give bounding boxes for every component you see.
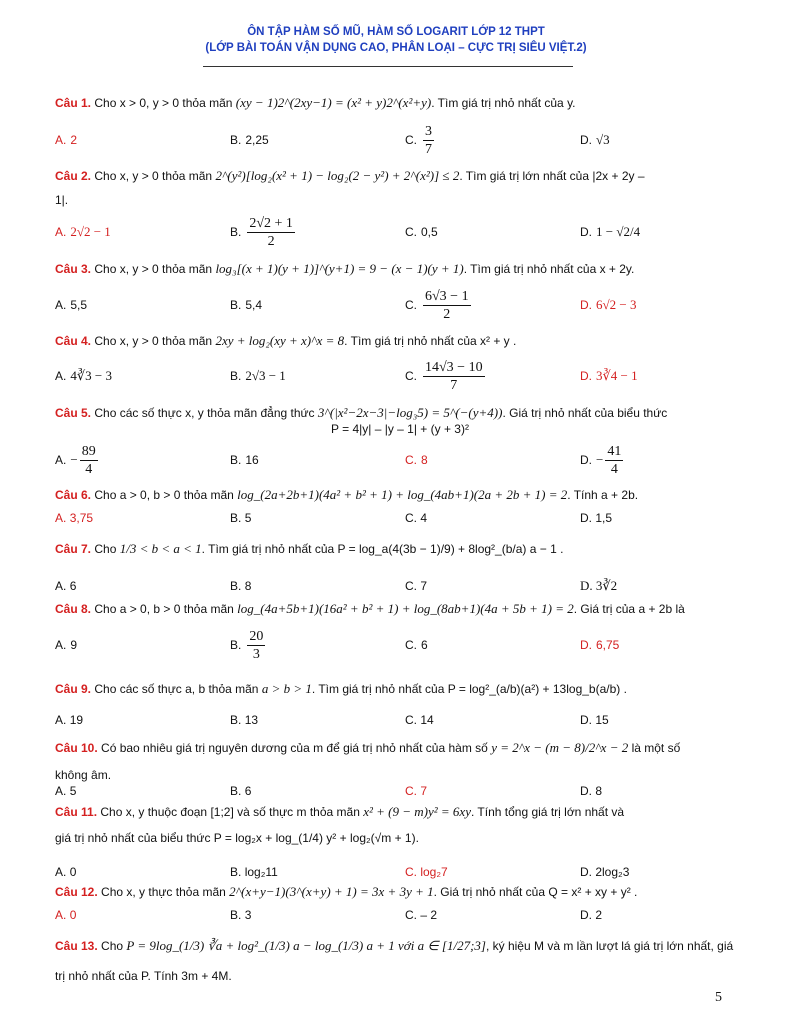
option-b: B. 3 [230,908,252,922]
option-b: B. 2,25 [230,133,269,147]
option-b: B. 13 [230,713,259,727]
question-6: Câu 6. Cho a > 0, b > 0 thỏa mãn log_(2a+2b+1)(4a² + b² + 1) + log_(4ab+1)(2a + 2b + 1) = 2. Tính a + 2b. [55,487,639,502]
option-c: C. 14 [405,713,434,727]
question-5-options [55,440,745,480]
question-9: Câu 9. Cho các số thực a, b thỏa mãn a > b > 1. Tìm giá trị nhỏ nhất của P = log²_(a/b)(a²) + 13log_b(a/b) . [55,681,627,696]
option-d: D. 6√2 − 3 [580,297,637,312]
option-c: C. $\frac{3}{7}$ [405,123,432,157]
question-10-cont: không âm. [55,768,112,782]
option-c: C. $\frac{6√3 - 1}{2}$ [405,288,469,322]
option-a: A. 4∛3 − 3 [55,368,112,383]
question-7: Câu 7. Cho 1/3 < b < a < 1. Tìm giá trị nhỏ nhất của P = log_a(4(3b − 1)/9) + 8log²_(b/a) a − 1 . [55,541,564,556]
option-a: A. 0 [55,865,77,879]
question-13: Câu 13. Cho P = 9log_(1/3) ∛a + log²_(1/3) a − log_(1/3) a + 1 với a ∈ [1/27;3], ký hiệu M và m lần lượt lá giá trị lớn nhất, giá [55,938,734,953]
question-5-cont: P = 4|y| – |y – 1| + (y + 3)² [331,422,469,436]
option-b: B. 2√3 − 1 [230,368,286,383]
option-b: B. 8 [230,579,252,593]
page-subtitle: (LỚP BÀI TOÁN VẬN DỤNG CAO, PHÂN LOẠI – CỰC TRỊ SIÊU VIỆT.2) [205,42,587,54]
option-d: D. 3∛4 − 1 [580,368,638,383]
option-a: A. 6 [55,579,77,593]
option-b: B. 16 [230,453,259,467]
question-8: Câu 8. Cho a > 0, b > 0 thỏa mãn log_(4a+5b+1)(16a² + b² + 1) + log_(8ab+1)(4a + 5b + 1) = 2. Giá trị của a + 2b là [55,601,685,616]
option-a: A. 3,75 [55,511,94,525]
option-d: D. 1 − √2/4 [580,224,641,239]
option-b: B. 6 [230,784,252,798]
question-4: Câu 4. Cho x, y > 0 thỏa mãn 2xy + log₂(xy + x)^x = 8. Tìm giá trị nhỏ nhất của x² + y . [55,333,517,348]
question-11: Câu 11. Cho x, y thuộc đoạn [1;2] và số thực m thỏa mãn x² + (9 − m)y² = 6xy. Tính tổng giá trị lớn nhất và [55,804,625,819]
option-c: C. 7 [405,579,428,593]
option-a: A. 5,5 [55,298,88,312]
option-a: A. − $\frac{89}{4}$ [55,443,96,477]
option-c: C. 8 [405,453,428,467]
option-d: D. 2log₂3 [580,865,630,879]
option-a: A. 9 [55,638,78,652]
option-b: B. 5 [230,511,252,525]
option-c: C. log₂7 [405,865,448,879]
question-1-options [55,120,745,160]
option-a: A. 2√2 − 1 [55,224,111,239]
question-2-options [55,212,745,252]
option-c: C. – 2 [405,908,438,922]
option-d: D. 15 [580,713,609,727]
option-a: A. 0 [55,908,77,922]
option-c: C. 6 [405,638,428,652]
question-2-cont: 1|. [55,193,69,207]
option-d: D. √3 [580,132,610,147]
option-d: D. 3∛2 [580,578,618,593]
option-a: A. 19 [55,713,84,727]
option-b: B. $\frac{20}{3}$ [230,628,264,662]
option-a: A. 5 [55,784,77,798]
question-13-cont: trị nhỏ nhất của P. Tính 3m + 4M. [55,969,232,983]
option-b: B. 5,4 [230,298,263,312]
option-d: D. 2 [580,908,603,922]
question-11-cont: giá trị nhỏ nhất của biểu thức P = log₂x + log_(1/4) y² + log₂(√m + 1). [55,831,419,845]
question-3-options [55,285,745,325]
question-2: Câu 2. Cho x, y > 0 thỏa mãn 2^(y²)[log₂(x² + 1) − log₂(2 − y²) + 2^(x²)] ≤ 2. Tìm giá trị lớn nhất của |2x + 2y – [55,168,645,183]
option-d: D. 6,75 [580,638,620,652]
option-a: A. 2 [55,133,78,147]
option-b: B. log₂11 [230,865,278,879]
question-10: Câu 10. Có bao nhiêu giá trị nguyên dương của m để giá trị nhỏ nhất của hàm số y = 2^x − (m − 8)/2^x − 2 là một số [55,740,681,755]
option-c: C. 4 [405,511,428,525]
option-d: D. − $\frac{41}{4}$ [580,443,622,477]
question-3: Câu 3. Cho x, y > 0 thỏa mãn log₃[(x + 1)(y + 1)]^(y+1) = 9 − (x − 1)(y + 1). Tìm giá trị nhỏ nhất của x + 2y. [55,261,635,276]
option-c: C. 0,5 [405,225,438,239]
option-c: C. 7 [405,784,428,798]
option-b: B. $\frac{2√2 + 1}{2}$ [230,215,293,249]
option-c: C. $\frac{14√3 - 10}{7}$ [405,359,483,393]
question-5: Câu 5. Cho các số thực x, y thỏa mãn đẳng thức 3^(|x²−2x−3|−log₃5) = 5^(−(y+4)). Giá trị nhỏ nhất của biểu thức [55,405,668,420]
page-title: ÔN TẬP HÀM SỐ MŨ, HÀM SỐ LOGARIT LỚP 12 THPT [247,26,545,38]
question-4-options [55,356,745,396]
question-12: Câu 12. Cho x, y thực thỏa mãn 2^(x+y−1)(3^(x+y) + 1) = 3x + 3y + 1. Giá trị nhỏ nhất của Q = x² + xy + y² . [55,884,638,899]
header-divider [203,66,573,67]
question-8-options [55,625,745,665]
option-d: D. 1,5 [580,511,613,525]
page-number: 5 [715,990,722,1005]
question-1: Câu 1. Cho x > 0, y > 0 thỏa mãn (xy − 1)2^(2xy−1) = (x² + y)2^(x²+y). Tìm giá trị nhỏ nhất của y. [55,95,576,110]
option-d: D. 8 [580,784,603,798]
